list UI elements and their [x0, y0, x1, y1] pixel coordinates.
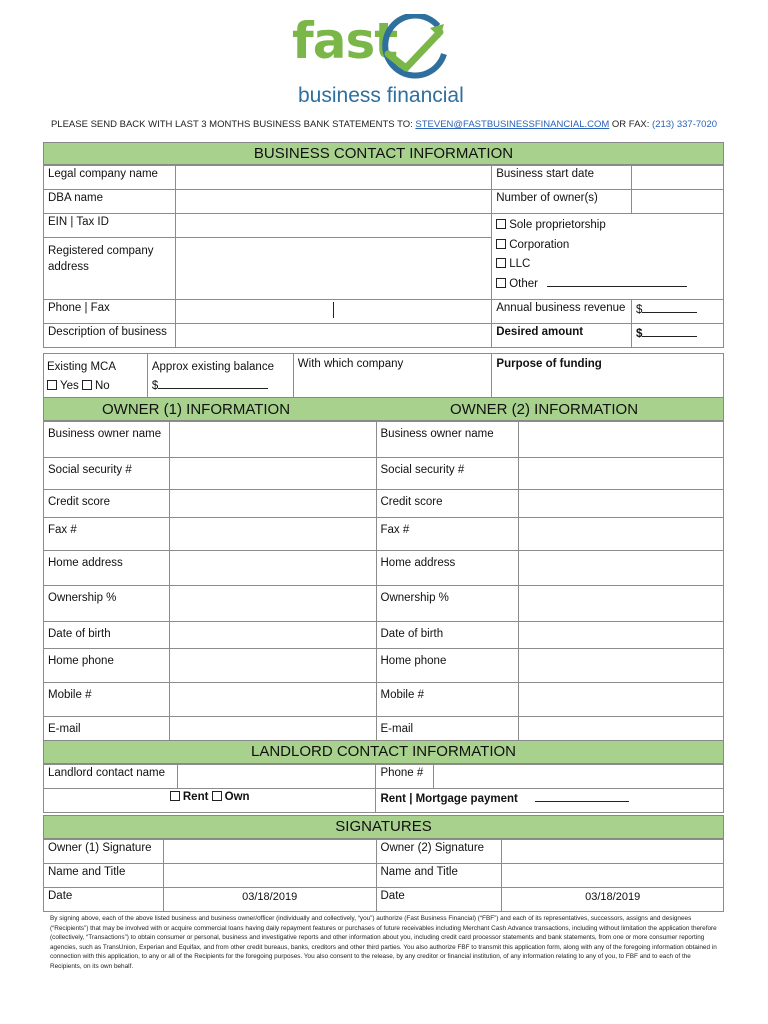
dba-field[interactable]: [175, 190, 491, 214]
checkbox-icon: [496, 278, 506, 288]
fax-label: OR FAX:: [611, 119, 650, 130]
owner1-field-label: E-mail: [44, 717, 170, 744]
owner1-field-input[interactable]: [169, 586, 376, 622]
checkbox-icon: [496, 239, 506, 249]
entity-llc[interactable]: LLC: [496, 255, 719, 275]
checkbox-icon: [47, 380, 57, 390]
owner-row: [44, 622, 724, 649]
owner1-name-title-field[interactable]: [163, 864, 376, 888]
start-date-label: Business start date: [492, 166, 632, 190]
business-header: [43, 142, 724, 165]
owner2-field-input[interactable]: [519, 649, 724, 683]
owner2-field-input[interactable]: [519, 490, 724, 518]
owner1-date-label: Date: [44, 888, 164, 912]
checkbox-icon: [212, 791, 222, 801]
balance-field[interactable]: $: [152, 377, 289, 396]
revenue-label: Annual business revenue: [492, 300, 632, 324]
owner2-field-input[interactable]: [519, 422, 724, 458]
owner1-field-input[interactable]: [169, 490, 376, 518]
owner2-field-label: E-mail: [376, 717, 519, 744]
owner1-date-field[interactable]: [163, 888, 376, 912]
owner1-header-text: OWNER (1) INFORMATION: [102, 401, 291, 418]
purpose-label: Purpose of funding: [496, 358, 602, 370]
payment-label: Rent | Mortgage payment: [380, 793, 518, 805]
desired-amount-field[interactable]: $: [632, 324, 724, 348]
checkbox-icon: [170, 791, 180, 801]
owner1-field-input[interactable]: [169, 622, 376, 649]
owner-row: [44, 683, 724, 717]
owner1-field-input[interactable]: [169, 518, 376, 551]
landlord-name-label: Landlord contact name: [44, 765, 178, 789]
owner1-field-input[interactable]: [169, 458, 376, 490]
owner2-field-label: Ownership %: [376, 586, 519, 622]
other-line[interactable]: [547, 286, 687, 287]
owner2-field-label: Credit score: [376, 490, 519, 518]
existing-mca-cell: [44, 354, 148, 401]
existing-mca-label: Existing MCA: [47, 361, 117, 373]
entity-sole[interactable]: Sole proprietorship: [496, 216, 719, 236]
owner2-field-label: Business owner name: [376, 422, 519, 458]
dba-label: DBA name: [44, 190, 176, 214]
owner1-field-input[interactable]: [169, 683, 376, 717]
revenue-field[interactable]: $: [632, 300, 724, 324]
owner2-date-field[interactable]: [502, 888, 724, 912]
owner1-field-label: Mobile #: [44, 683, 170, 717]
description-field[interactable]: [175, 324, 491, 348]
owner2-field-label: Mobile #: [376, 683, 519, 717]
owner-row: [44, 458, 724, 490]
phone-field[interactable]: [175, 300, 491, 324]
mca-yes-option[interactable]: Yes: [47, 380, 79, 392]
owner2-field-label: Social security #: [376, 458, 519, 490]
email-link[interactable]: STEVEN@FASTBUSINESSFINANCIAL.COM: [415, 119, 610, 130]
phone-divider: [333, 302, 334, 318]
start-date-field[interactable]: [632, 166, 724, 190]
entity-type-group: [492, 214, 724, 300]
ein-field[interactable]: [175, 214, 491, 238]
send-prefix: PLEASE SEND BACK WITH LAST 3 MONTHS BUSINESS BANK STATEMENTS TO:: [50, 119, 413, 130]
landlord-name-field[interactable]: [177, 765, 376, 789]
owner2-field-input[interactable]: [519, 551, 724, 586]
phone-label: Phone | Fax: [44, 300, 176, 324]
logo-subtitle: business financial: [298, 84, 464, 107]
landlord-phone-field[interactable]: [434, 765, 724, 789]
desired-amount-label: Desired amount: [492, 324, 632, 348]
ein-label: EIN | Tax ID: [44, 214, 176, 238]
entity-other[interactable]: Other: [496, 275, 719, 295]
owner1-field-label: Social security #: [44, 458, 170, 490]
owner2-field-label: Home phone: [376, 649, 519, 683]
owner1-name-title-label: Name and Title: [44, 864, 164, 888]
owner2-field-label: Home address: [376, 551, 519, 586]
owner2-header-text: OWNER (2) INFORMATION: [450, 401, 639, 418]
landlord-header-text: LANDLORD CONTACT INFORMATION: [250, 743, 516, 760]
owner2-signature-label: Owner (2) Signature: [376, 840, 502, 864]
mca-no-option[interactable]: No: [82, 380, 110, 392]
owner2-field-input[interactable]: [519, 458, 724, 490]
rent-own-cell: [44, 789, 376, 813]
purpose-cell[interactable]: [492, 354, 724, 401]
owner2-field-input[interactable]: [519, 622, 724, 649]
owner1-field-input[interactable]: [169, 649, 376, 683]
owners-count-label: Number of owner(s): [492, 190, 632, 214]
landlord-table: [43, 764, 724, 813]
mca-table: [43, 353, 724, 401]
legal-name-field[interactable]: [175, 166, 491, 190]
owner1-field-label: Date of birth: [44, 622, 170, 649]
logo-word: fast: [292, 12, 398, 70]
owner2-field-input[interactable]: [519, 586, 724, 622]
which-company-cell[interactable]: [293, 354, 492, 401]
owner-row: [44, 518, 724, 551]
owner1-field-label: Credit score: [44, 490, 170, 518]
owner1-field-label: Ownership %: [44, 586, 170, 622]
entity-corporation[interactable]: Corporation: [496, 236, 719, 256]
owner2-field-label: Fax #: [376, 518, 519, 551]
owners-count-field[interactable]: [632, 190, 724, 214]
owner1-field-input[interactable]: [169, 422, 376, 458]
landlord-header: [43, 740, 724, 764]
legal-disclaimer: By signing above, each of the above listed business and business owner/officer (individually and collectively, “you”) authorize (Fast Business Financial) (“FBF”) and each of its representatives, successors, assigns and designees (“Recipients”) that may be involved with or acquire commercial loans having daily repayment features or purchases of future receivables including Merchant Cash Advance transactions, including without limitation the application therefore (collectively, “Transactions”) to obtain consumer or personal, business and investigative reports and other information about you, including credit card processor statements and bank statements, from one or more consumer reporting agencies, such as TransUnion, Experian and Equifax, and from other credit bureaus, banks, creditors and other third parties. You also authorize FBF to transmit this application form, along with any of the foregoing information obtained in connection with this application, to any or all of the Recipients for the foregoing purposes. You also consent to the release, by any creditor or financial institution, of any information relating to any of you, to FBF and to each of the Recipients, on its own behalf.: [50, 915, 717, 970]
owner1-date-value: 03/18/2019: [242, 891, 298, 903]
owner2-name-title-field[interactable]: [502, 864, 724, 888]
company-logo: [290, 12, 464, 114]
signatures-header-text: SIGNATURES: [335, 818, 432, 835]
owner2-field-input[interactable]: [519, 518, 724, 551]
rent-option[interactable]: Rent: [170, 791, 209, 803]
logo-checkmark-icon: [380, 14, 452, 84]
owner1-field-input[interactable]: [169, 551, 376, 586]
checkbox-icon: [496, 258, 506, 268]
owner2-field-label: Date of birth: [376, 622, 519, 649]
description-label: Description of business: [44, 324, 176, 348]
address-label: Registered company address: [44, 238, 176, 300]
owner-row: [44, 422, 724, 458]
owner-row: [44, 490, 724, 518]
business-table: [43, 165, 724, 348]
owner2-signature-field[interactable]: [502, 840, 724, 864]
owner2-date-label: Date: [376, 888, 502, 912]
which-company-label: With which company: [297, 358, 404, 370]
signatures-header: [43, 815, 724, 839]
business-header-text: BUSINESS CONTACT INFORMATION: [253, 145, 514, 162]
owner1-field-label: Business owner name: [44, 422, 170, 458]
landlord-phone-label: Phone #: [376, 765, 434, 789]
balance-label: Approx existing balance: [151, 361, 274, 373]
legal-name-label: Legal company name: [44, 166, 176, 190]
address-field[interactable]: [175, 238, 491, 300]
checkbox-icon: [496, 219, 506, 229]
owner1-field-label: Fax #: [44, 518, 170, 551]
owner1-signature-label: Owner (1) Signature: [44, 840, 164, 864]
payment-cell[interactable]: [376, 789, 724, 813]
owner-row: [44, 586, 724, 622]
checkbox-icon: [82, 380, 92, 390]
own-option[interactable]: Own: [212, 791, 250, 803]
signatures-table: [43, 839, 724, 912]
owner1-field-label: Home phone: [44, 649, 170, 683]
owners-header: [43, 397, 724, 421]
owner2-field-input[interactable]: [519, 683, 724, 717]
send-instructions: [0, 119, 768, 130]
owner-row: [44, 551, 724, 586]
owner-row: [44, 649, 724, 683]
owner2-date-value: 03/18/2019: [585, 891, 641, 903]
owner1-field-label: Home address: [44, 551, 170, 586]
owner2-name-title-label: Name and Title: [376, 864, 502, 888]
balance-cell: [147, 354, 293, 401]
owners-table: [43, 421, 724, 744]
owner1-signature-field[interactable]: [163, 840, 376, 864]
fax-number: (213) 337-7020: [652, 119, 718, 130]
